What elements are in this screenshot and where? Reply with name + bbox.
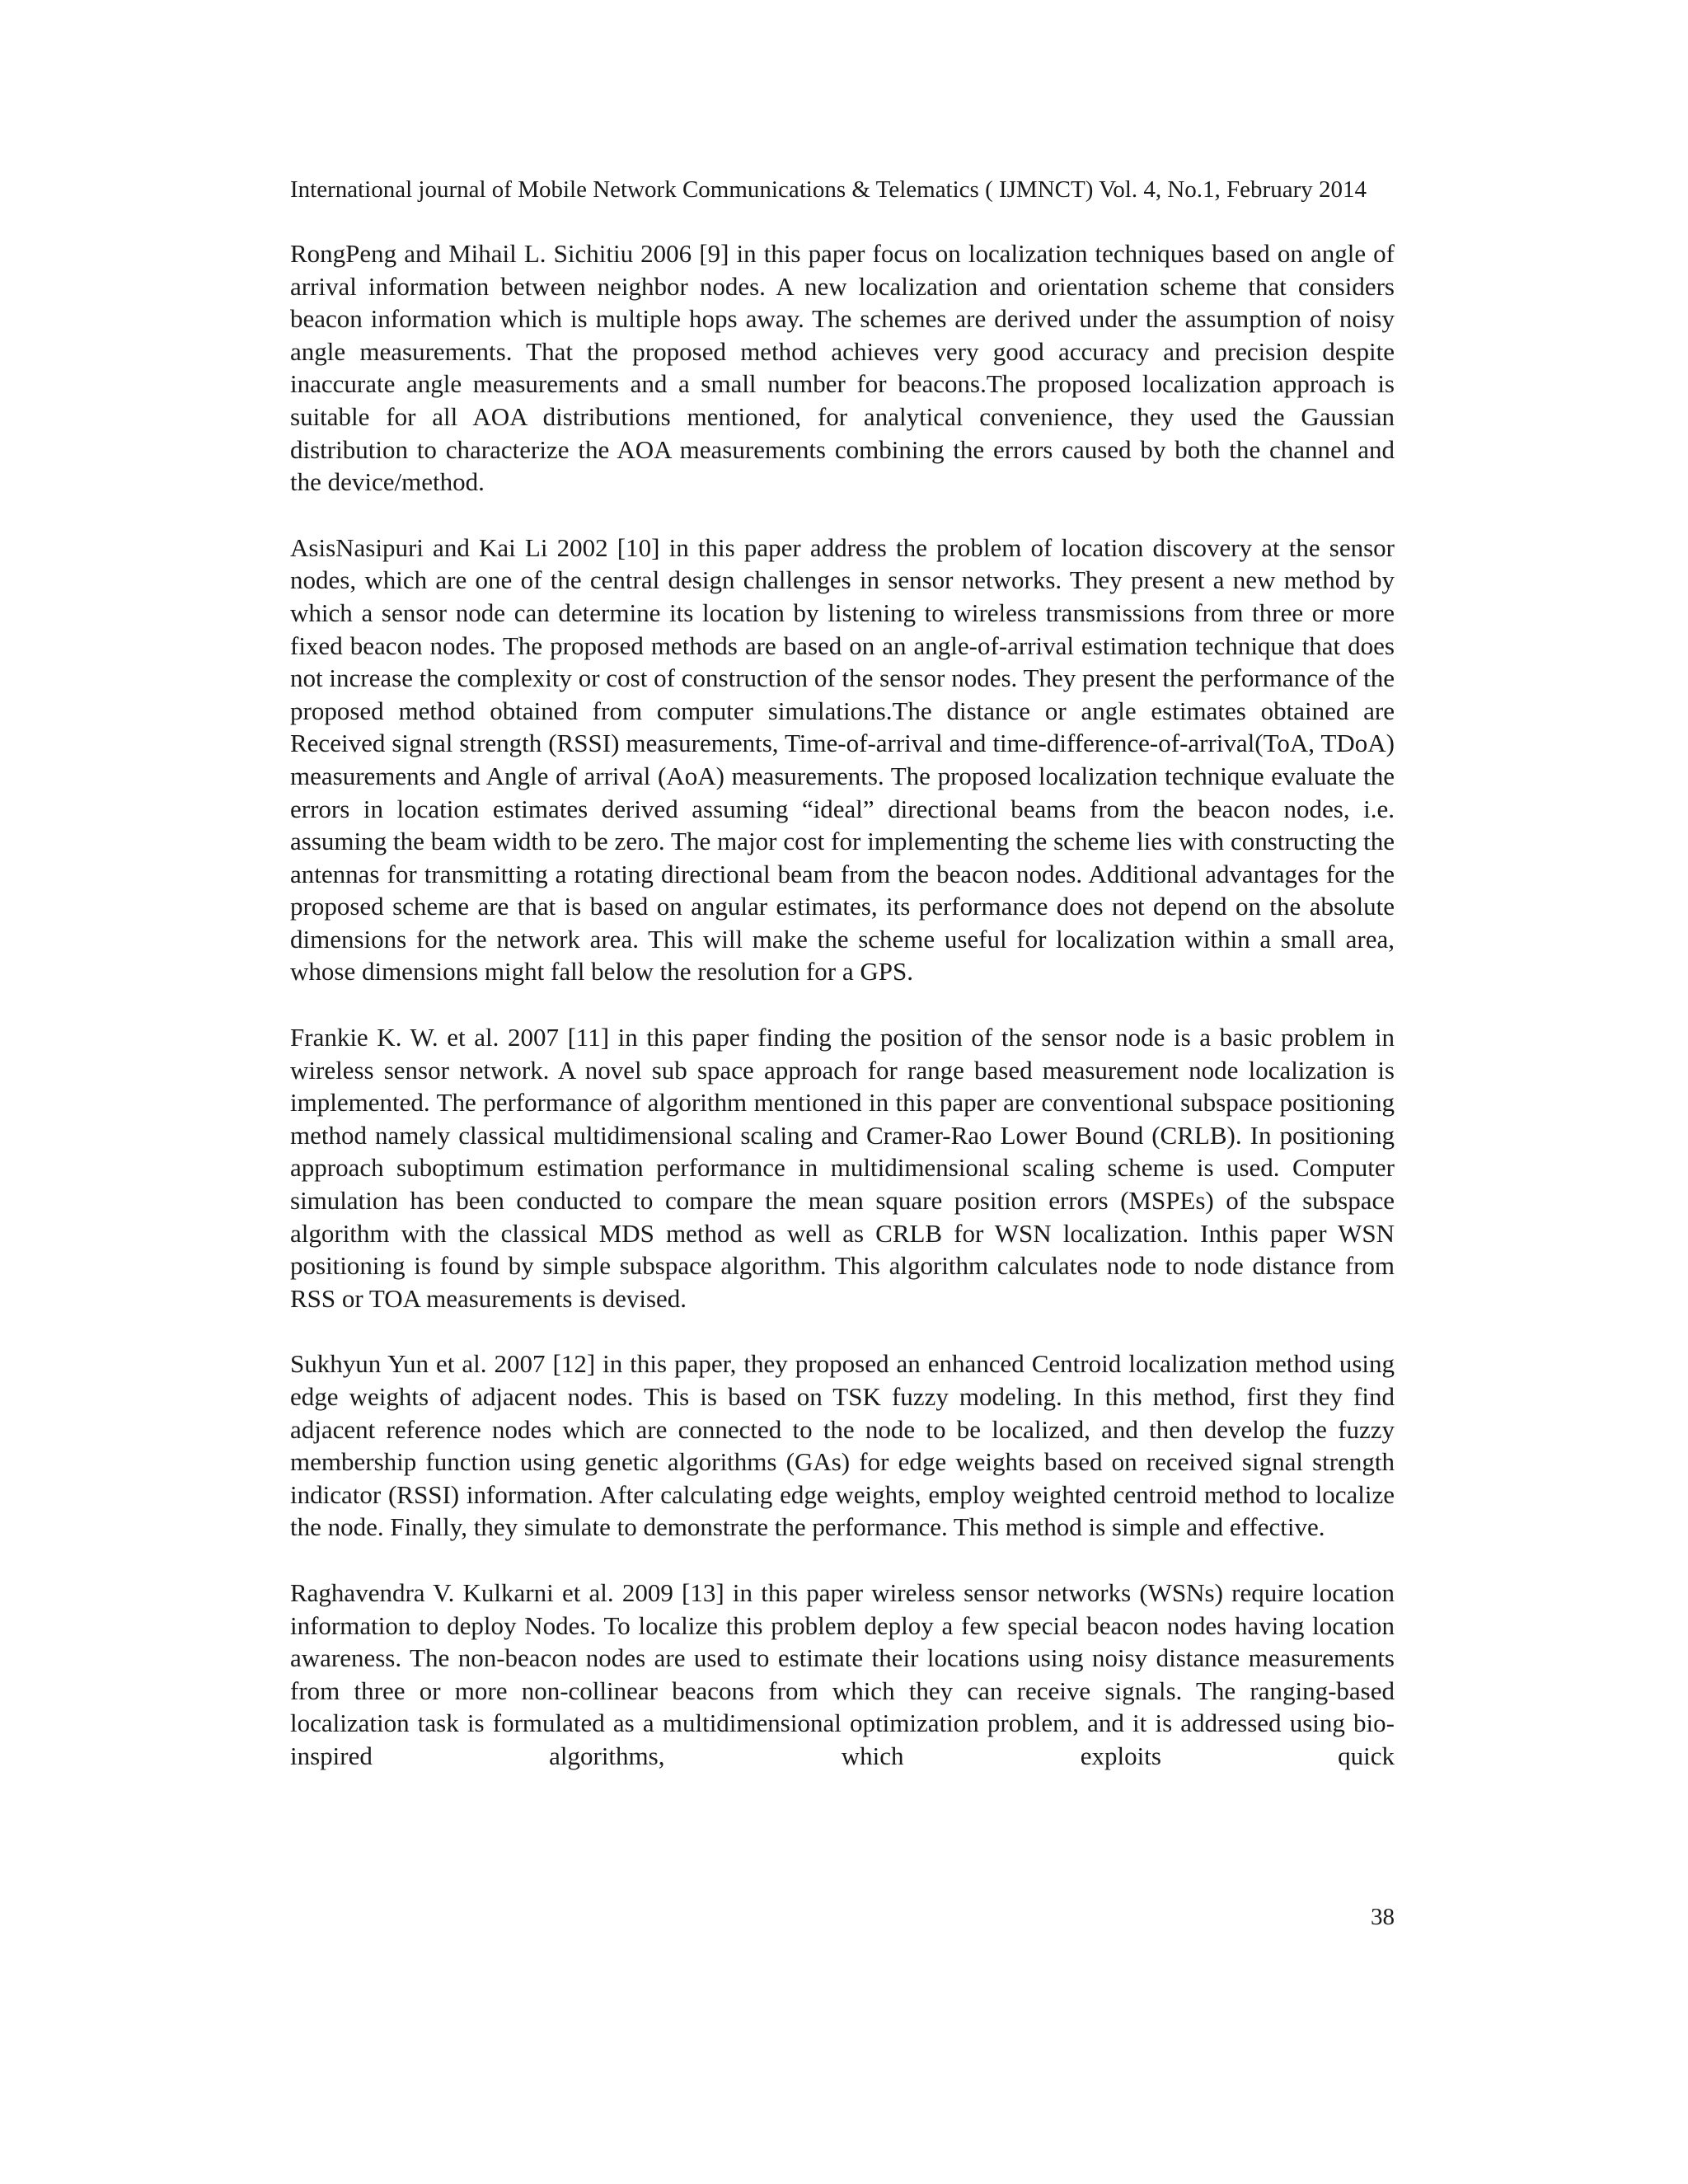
paragraph-frankie: Frankie K. W. et al. 2007 [11] in this paper finding the position of the sensor node is a basic problem in wireless sensor network. A novel sub space approach for range based measurement node localization is implemented. The performance of algorithm mentioned in this paper are conventional subspace positioning method namely classical multidimensional scaling and Cramer-Rao Lower Bound (CRLB). In positioning approach suboptimum estimation performance in multidimensional scaling scheme is used. Computer simulation has been conducted to compare the mean square position errors (MSPEs) of the subspace algorithm with the classical MDS method as well as CRLB for WSN localization. Inthis paper WSN positioning is found by simple subspace algorithm. This algorithm calculates node to node distance from RSS or TOA measurements is devised. bbox=[290, 1023, 1395, 1313]
paragraph-sukhyun: Sukhyun Yun et al. 2007 [12] in this paper, they proposed an enhanced Centroid localization method using edge weights of adjacent nodes. This is based on TSK fuzzy modeling. In this method, first they find adjacent reference nodes which are connected to the node to be localized, and then develop the fuzzy membership function using genetic algorithms (GAs) for edge weights based on received signal strength indicator (RSSI) information. After calculating edge weights, employ weighted centroid method to localize the node. Finally, they simulate to demonstrate the performance. This method is simple and effective. bbox=[290, 1349, 1395, 1542]
running-header: International journal of Mobile Network Communications & Telematics ( IJMNCT) Vol. 4, No.1, February 2014 bbox=[290, 176, 1367, 203]
paragraph-raghavendra: Raghavendra V. Kulkarni et al. 2009 [13] in this paper wireless sensor networks (WSNs) require location information to deploy Nodes. To localize this problem deploy a few special beacon nodes having location awareness. The non-beacon nodes are used to estimate their locations using noisy distance measurements from three or more non-collinear beacons from which they can receive signals. The ranging-based localization task is formulated as a multidimensional optimization problem, and it is addressed using bio-inspired algorithms, which exploits quick bbox=[290, 1577, 1395, 1770]
page-number: 38 bbox=[1371, 1904, 1395, 1930]
paragraph-asisnasipuri: AsisNasipuri and Kai Li 2002 [10] in this paper address the problem of location discovery at the sensor nodes, which are one of the central design challenges in sensor networks. They present a new method by which a sensor node can determine its location by listening to wireless transmissions from three or more fixed beacon nodes. The proposed methods are based on an angle-of-arrival estimation technique that does not increase the complexity or cost of construction of the sensor nodes. They present the performance of the proposed method obtained from computer simulations.The distance or angle estimates obtained are Received signal strength (RSSI) measurements, Time-of-arrival and time-difference-of-arrival(ToA, TDoA) measurements and Angle of arrival (AoA) measurements. The proposed localization technique evaluate the errors in location estimates derived assuming “ideal” directional beams from the beacon nodes, i.e. assuming the beam width to be zero. The major cost for implementing the scheme lies with constructing the antennas for transmitting a rotating directional beam from the beacon nodes. Additional advantages for the proposed scheme are that is based on angular estimates, its performance does not depend on the absolute dimensions for the network area. This will make the scheme useful for localization within a small area, whose dimensions might fall below the resolution for a GPS. bbox=[290, 532, 1395, 987]
body-text bbox=[290, 237, 1395, 1806]
paragraph-rongpeng: RongPeng and Mihail L. Sichitiu 2006 [9] in this paper focus on localization techniques based on angle of arrival information between neighbor nodes. A new localization and orientation scheme that considers beacon information which is multiple hops away. The schemes are derived under the assumption of noisy angle measurements. That the proposed method achieves very good accuracy and precision despite inaccurate angle measurements and a small number for beacons.The proposed localization approach is suitable for all AOA distributions mentioned, for analytical convenience, they used the Gaussian distribution to characterize the AOA measurements combining the errors caused by both the channel and the device/method. bbox=[290, 239, 1395, 497]
